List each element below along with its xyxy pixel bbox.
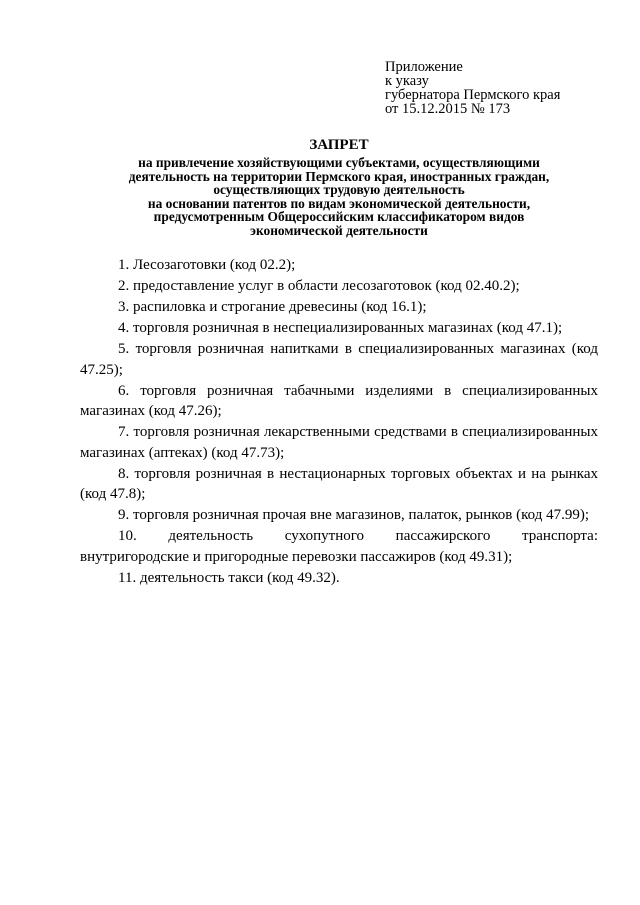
document-subtitle-line: экономической деятельности (250, 222, 428, 238)
list-item: 8. торговля розничная в нестационарных торговых объектах и на рынках (код 47.8); (80, 465, 598, 502)
list-item: 11. деятельность такси (код 49.32). (118, 569, 340, 586)
document-subtitle-line: осуществляющих трудовую деятельность (213, 182, 465, 198)
appendix-label: Приложение (385, 59, 463, 75)
document-subtitle-line: деятельность на территории Пермского края, иностранных граждан, (128, 168, 550, 184)
list-item: 7. торговля розничная лекарственными средствами в специализированных магазинах (аптеках) (код 47.73); (80, 424, 598, 461)
appendix-issuer: губернатора Пермского края (385, 87, 561, 103)
list-item: 2. предоставление услуг в области лесозаготовок (код 02.40.2); (118, 278, 520, 294)
appendix-note (385, 60, 625, 116)
list-item: 3. распиловка и строгание древесины (код 16.1); (118, 299, 427, 315)
list-item: 10. деятельность сухопутного пассажирского транспорта: внутригородские и пригородные перевозки пассажиров (код 49.31); (80, 528, 598, 565)
list-item: 1. Лесозаготовки (код 02.2); (118, 257, 296, 273)
list-item: 9. торговля розничная прочая вне магазинов, палаток, рынков (код 47.99); (118, 507, 590, 523)
document-subtitle-line: на основании патентов по видам экономической деятельности, (147, 195, 531, 211)
appendix-decree-ref: к указу (385, 73, 429, 89)
activity-list (80, 255, 598, 589)
list-item: 6. торговля розничная табачными изделиями в специализированных магазинах (код 47.26); (80, 382, 598, 419)
document-heading (80, 137, 598, 238)
document-subtitle-line: предусмотренным Общероссийским классификатором видов (153, 209, 525, 225)
list-item: 4. торговля розничная в неспециализированных магазинах (код 47.1); (118, 320, 563, 336)
document-subtitle-line: на привлечение хозяйствующими субъектами, осуществляющими (138, 155, 540, 170)
appendix-date-number: от 15.12.2015 № 173 (385, 101, 511, 117)
list-item: 5. торговля розничная напитками в специализированных магазинах (код 47.25); (80, 341, 598, 378)
document-title: ЗАПРЕТ (309, 137, 369, 153)
